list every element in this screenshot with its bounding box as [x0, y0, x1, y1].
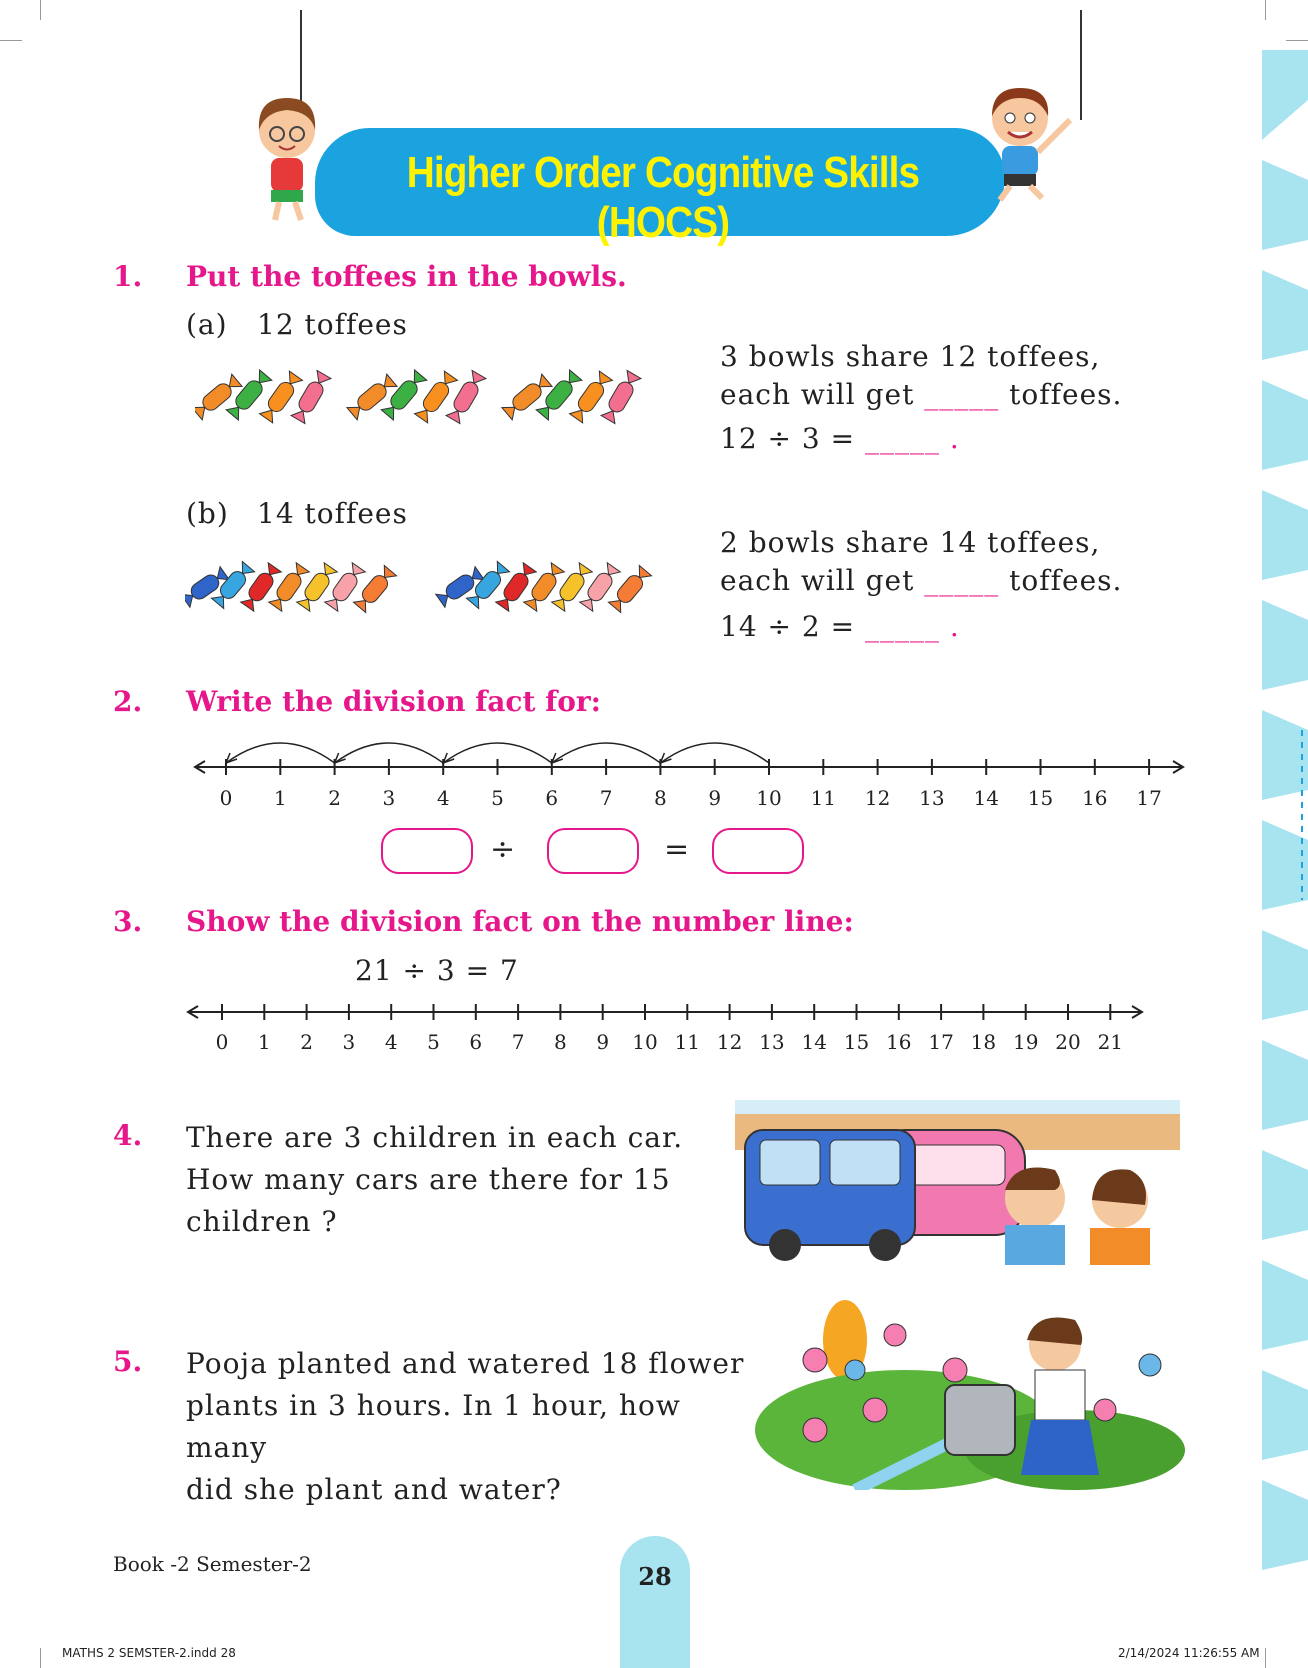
footer-book-label: Book -2 Semester-2 — [113, 1552, 312, 1576]
q2-tick-label: 7 — [599, 786, 613, 810]
q4-text: There are 3 children in each car. How many cars are there for 15 children ? — [186, 1121, 684, 1238]
q1a-label: (a) — [186, 308, 228, 341]
q2-tick-label: 5 — [491, 786, 504, 810]
page-number-tab — [620, 1536, 690, 1668]
q2-tick-label: 4 — [436, 786, 450, 810]
q2-tick-label: 8 — [654, 786, 667, 810]
q3-tick-label: 12 — [716, 1030, 743, 1054]
q3-tick-label: 1 — [257, 1030, 271, 1054]
q5-number: 5. — [113, 1345, 143, 1378]
q3-tick-label: 14 — [801, 1030, 827, 1054]
q2-tick-label: 15 — [1027, 786, 1054, 810]
q3-tick-label: 3 — [342, 1030, 356, 1054]
q3-tick-label: 0 — [215, 1030, 229, 1054]
q1b-answer-blank[interactable]: _____ — [924, 564, 1000, 597]
q3-tick-label: 17 — [928, 1030, 954, 1054]
q2-tick-label: 1 — [273, 786, 287, 810]
q3-tick-label: 18 — [970, 1030, 997, 1054]
crop-mark — [40, 0, 41, 20]
banner-title: Higher Order Cognitive Skills (HOCS) — [406, 148, 920, 247]
side-stripe-decoration — [1262, 40, 1308, 1640]
q1a-answer-blank[interactable]: _____ — [924, 378, 1000, 411]
q3-tick-label: 15 — [843, 1030, 870, 1054]
q2-dividend-box[interactable] — [381, 828, 473, 874]
q2-tick-label: 6 — [545, 786, 559, 810]
q3-number: 3. — [113, 905, 143, 938]
q1b-equation-blank[interactable]: _____ — [864, 610, 940, 643]
q2-tick-label: 12 — [864, 786, 891, 810]
q3-tick-label: 6 — [469, 1030, 483, 1054]
rope-right — [1080, 10, 1082, 120]
footer-file-name: MATHS 2 SEMSTER-2.indd 28 — [62, 1646, 236, 1660]
q1a-equation: 12 ÷ 3 = _____ . — [720, 422, 960, 455]
q3-tick-label: 2 — [300, 1030, 313, 1054]
q1a-line2: each will get _____ toffees. — [720, 378, 1123, 411]
q1b-line2: each will get _____ toffees. — [720, 564, 1123, 597]
q3-tick-label: 11 — [674, 1030, 701, 1054]
q1a-title: 12 toffees — [257, 308, 408, 341]
q1-heading: Put the toffees in the bowls. — [186, 260, 627, 293]
q2-number-line — [0, 725, 1240, 815]
q1-number: 1. — [113, 260, 143, 293]
q3-number-line[interactable] — [0, 995, 1240, 1065]
q2-divide-symbol: ÷ — [490, 832, 516, 867]
crop-mark — [0, 40, 22, 41]
q1b-line1: 2 bowls share 14 toffees, — [720, 526, 1101, 559]
crop-mark — [1265, 1648, 1266, 1668]
q2-tick-label: 10 — [756, 786, 782, 810]
q3-tick-label: 4 — [384, 1030, 398, 1054]
q3-tick-label: 13 — [759, 1030, 785, 1054]
q2-tick-label: 0 — [219, 786, 233, 810]
q2-tick-label: 11 — [810, 786, 837, 810]
q3-tick-label: 9 — [596, 1030, 610, 1054]
q2-number: 2. — [113, 685, 143, 718]
boy-cartoon-illustration — [970, 80, 1080, 205]
q3-tick-label: 5 — [427, 1030, 440, 1054]
q3-tick-label: 21 — [1097, 1030, 1124, 1054]
toffees-12-illustration — [195, 355, 655, 440]
q3-fact: 21 ÷ 3 = 7 — [355, 954, 519, 987]
q3-tick-label: 8 — [554, 1030, 567, 1054]
q2-tick-label: 2 — [328, 786, 341, 810]
q4-number: 4. — [113, 1119, 143, 1152]
girl-cartoon-illustration — [245, 90, 330, 225]
q2-tick-label: 17 — [1136, 786, 1162, 810]
q5-text: Pooja planted and watered 18 flower plants in 3 hours. In 1 hour, how many did she plant and water? — [186, 1347, 745, 1506]
q2-quotient-box[interactable] — [712, 828, 804, 874]
q3-tick-label: 19 — [1012, 1030, 1039, 1054]
page-number: 28 — [638, 1562, 672, 1591]
q1b-title: 14 toffees — [257, 497, 408, 530]
q3-tick-label: 16 — [886, 1030, 912, 1054]
q1a-equation-blank[interactable]: _____ — [864, 422, 940, 455]
crop-mark — [40, 1648, 41, 1668]
q2-tick-label: 13 — [919, 786, 945, 810]
q2-tick-label: 14 — [973, 786, 999, 810]
banner — [315, 128, 1005, 247]
girl-watering-plants-illustration — [755, 1290, 1185, 1490]
q3-heading: Show the division fact on the number line: — [186, 905, 854, 938]
q2-tick-label: 3 — [382, 786, 396, 810]
q1a-line1: 3 bowls share 12 toffees, — [720, 340, 1101, 373]
q1b-equation: 14 ÷ 2 = _____ . — [720, 610, 960, 643]
q2-tick-label: 9 — [708, 786, 722, 810]
cars-and-children-illustration — [735, 1090, 1180, 1265]
crop-mark — [1265, 0, 1266, 20]
q2-divisor-box[interactable] — [547, 828, 639, 874]
q2-heading: Write the division fact for: — [186, 685, 601, 718]
toffees-14-illustration — [185, 545, 685, 630]
q3-tick-label: 20 — [1055, 1030, 1081, 1054]
footer-timestamp: 2/14/2024 11:26:55 AM — [1118, 1646, 1260, 1660]
q3-tick-label: 7 — [511, 1030, 525, 1054]
q1b-label: (b) — [186, 497, 229, 530]
q2-tick-label: 16 — [1082, 786, 1108, 810]
q2-equals-symbol: = — [664, 832, 690, 867]
q3-tick-label: 10 — [632, 1030, 658, 1054]
